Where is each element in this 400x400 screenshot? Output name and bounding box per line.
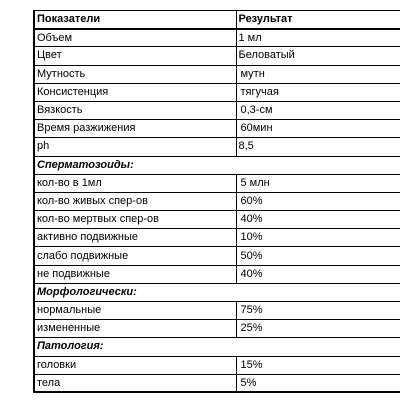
table-row [34,320,400,338]
row-value: мутн [236,65,400,83]
row-value: 8,5 [236,138,400,156]
row-label: Мутность [34,65,236,83]
results-table [33,10,400,393]
section-title: Сперматозоиды: [34,156,400,174]
table-row [34,356,400,374]
row-label: ph [34,138,236,156]
row-label: кол-во в 1мл [34,174,236,192]
row-value: 0,3-см [236,101,400,119]
table-row [34,265,400,283]
table-row [34,192,400,210]
row-label: Объем [34,29,236,47]
table-row [34,247,400,265]
row-value: 60% [236,192,400,210]
row-value: 40% [236,265,400,283]
row-value: 1 мл [236,29,400,47]
row-value: 10% [236,229,400,247]
section-row-morphology [34,283,400,301]
row-label: Консистенция [34,83,236,101]
table-row [34,120,400,138]
section-row-spermatozoa [34,156,400,174]
row-label: слабо подвижные [34,247,236,265]
row-label: головки [34,356,236,374]
table-row [34,302,400,320]
row-label: Цвет [34,47,236,65]
table-row [34,29,400,47]
row-label: Время разжижения [34,120,236,138]
row-label: кол-во мертвых спер-ов [34,211,236,229]
row-value: 5% [236,374,400,392]
table-row [34,83,400,101]
table-row [34,65,400,83]
header-result: Результат [236,11,400,29]
row-value: 25% [236,320,400,338]
row-value: Беловатый [236,47,400,65]
table-row [34,374,400,392]
row-value: 5 млн [236,174,400,192]
row-label: кол-во живых спер-ов [34,192,236,210]
section-title: Патология: [34,338,400,356]
table-header-row [34,11,400,29]
row-value: 50% [236,247,400,265]
row-value: 15% [236,356,400,374]
row-label: измененные [34,320,236,338]
table-row [34,47,400,65]
table-row [34,211,400,229]
row-label: тела [34,374,236,392]
table-row [34,101,400,119]
row-value: тягучая [236,83,400,101]
section-title: Морфологически: [34,283,400,301]
row-label: Вязкость [34,101,236,119]
table-row [34,174,400,192]
header-indicators: Показатели [34,11,236,29]
row-value: 60мин [236,120,400,138]
row-label: активно подвижные [34,229,236,247]
table-row [34,229,400,247]
row-value: 75% [236,302,400,320]
section-row-pathology [34,338,400,356]
row-label: не подвижные [34,265,236,283]
table-row [34,138,400,156]
row-value: 40% [236,211,400,229]
row-label: нормальные [34,302,236,320]
